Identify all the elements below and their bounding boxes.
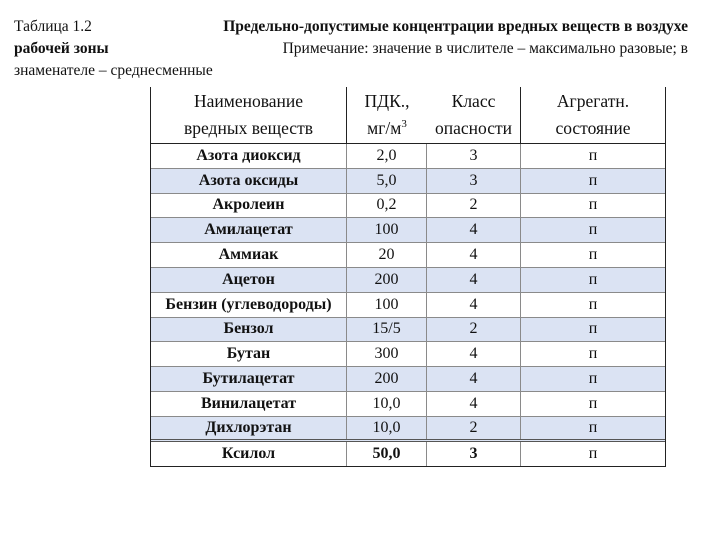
cell-class: 4 <box>427 367 521 391</box>
cell-class: 3 <box>427 442 521 467</box>
cell-pdk: 100 <box>347 218 427 242</box>
table-row <box>151 442 665 467</box>
cell-state: п <box>588 295 598 313</box>
table-row <box>151 392 665 417</box>
cell-pdk: 200 <box>347 268 427 292</box>
table-row <box>151 218 665 243</box>
cell-pdk: 200 <box>347 367 427 391</box>
cell-substance: Бутан <box>151 342 347 366</box>
mac-table <box>150 87 666 465</box>
table-row <box>151 417 665 442</box>
table-body <box>150 87 666 467</box>
cell-substance: Ацетон <box>151 268 347 292</box>
cell-class: 2 <box>427 417 521 439</box>
cell-class: 4 <box>427 243 521 267</box>
header-class-line1: Класс <box>451 91 496 111</box>
table-row <box>151 144 665 169</box>
header-pdk-line1: ПДК., <box>364 91 410 111</box>
caption-line-1 <box>14 16 688 38</box>
cell-substance: Бензин (углеводороды) <box>151 293 347 317</box>
cell-substance: Винилацетат <box>151 392 347 416</box>
header-pdk <box>347 87 427 143</box>
cell-class: 2 <box>427 194 521 218</box>
cell-pdk: 300 <box>347 342 427 366</box>
table-header <box>151 87 665 144</box>
cell-state: п <box>588 246 598 264</box>
header-state-line1: Агрегатн. <box>556 91 630 111</box>
header-class <box>427 87 521 143</box>
cell-class: 2 <box>427 318 521 342</box>
cell-pdk: 100 <box>347 293 427 317</box>
cell-state: п <box>588 270 598 288</box>
cell-pdk: 15/5 <box>347 318 427 342</box>
caption-note-continued: знаменателе – среднесменные <box>14 62 213 79</box>
cell-substance: Дихлорэтан <box>151 417 347 439</box>
header-pdk-sup: 3 <box>401 118 407 130</box>
cell-pdk: 50,0 <box>347 442 427 467</box>
header-substance-line2: вредных веществ <box>184 118 313 138</box>
table-row <box>151 169 665 194</box>
cell-substance: Азота оксиды <box>151 169 347 193</box>
header-substance-line1: Наименование <box>193 91 304 111</box>
cell-class: 4 <box>427 342 521 366</box>
cell-substance: Амилацетат <box>151 218 347 242</box>
table-rows <box>151 144 665 466</box>
caption-title: Предельно-допустимые концентрации вредных веществ в воздухе <box>223 18 688 35</box>
header-pdk-line2 <box>367 115 407 142</box>
cell-state: п <box>588 320 598 338</box>
table-row <box>151 293 665 318</box>
cell-pdk: 20 <box>347 243 427 267</box>
table-row <box>151 268 665 293</box>
table-row <box>151 194 665 219</box>
cell-state: п <box>588 345 598 363</box>
cell-state: п <box>588 444 598 462</box>
cell-substance: Ксилол <box>151 442 347 467</box>
header-class-line2: опасности <box>435 118 512 138</box>
table-row <box>151 342 665 367</box>
table-row <box>151 318 665 343</box>
table-row <box>151 367 665 392</box>
header-substance <box>151 87 347 143</box>
cell-class: 3 <box>427 169 521 193</box>
cell-pdk: 0,2 <box>347 194 427 218</box>
cell-state: п <box>588 418 598 436</box>
caption-line-3 <box>14 60 688 82</box>
cell-pdk: 5,0 <box>347 169 427 193</box>
header-state <box>521 87 665 143</box>
header-pdk-unit: мг/м <box>367 118 402 138</box>
cell-class: 4 <box>427 268 521 292</box>
header-state-line2: состояние <box>555 118 631 138</box>
cell-substance: Бутилацетат <box>151 367 347 391</box>
cell-class: 4 <box>427 218 521 242</box>
cell-state: п <box>588 370 598 388</box>
table-caption <box>14 16 688 82</box>
table-row <box>151 243 665 268</box>
cell-state: п <box>588 221 598 239</box>
cell-substance: Бензол <box>151 318 347 342</box>
cell-class: 4 <box>427 293 521 317</box>
cell-state: п <box>588 171 598 189</box>
cell-state: п <box>588 196 598 214</box>
caption-note: Примечание: значение в числителе – максимально разовые; в <box>282 40 688 57</box>
caption-table-number: Таблица 1.2 <box>14 18 92 35</box>
cell-substance: Азота диоксид <box>151 144 347 168</box>
cell-pdk: 2,0 <box>347 144 427 168</box>
cell-class: 4 <box>427 392 521 416</box>
caption-title-continued: рабочей зоны <box>14 40 109 57</box>
cell-class: 3 <box>427 144 521 168</box>
cell-pdk: 10,0 <box>347 392 427 416</box>
cell-substance: Аммиак <box>151 243 347 267</box>
cell-pdk: 10,0 <box>347 417 427 439</box>
cell-state: п <box>588 146 598 164</box>
cell-state: п <box>588 394 598 412</box>
cell-substance: Акролеин <box>151 194 347 218</box>
caption-line-2 <box>14 38 688 60</box>
